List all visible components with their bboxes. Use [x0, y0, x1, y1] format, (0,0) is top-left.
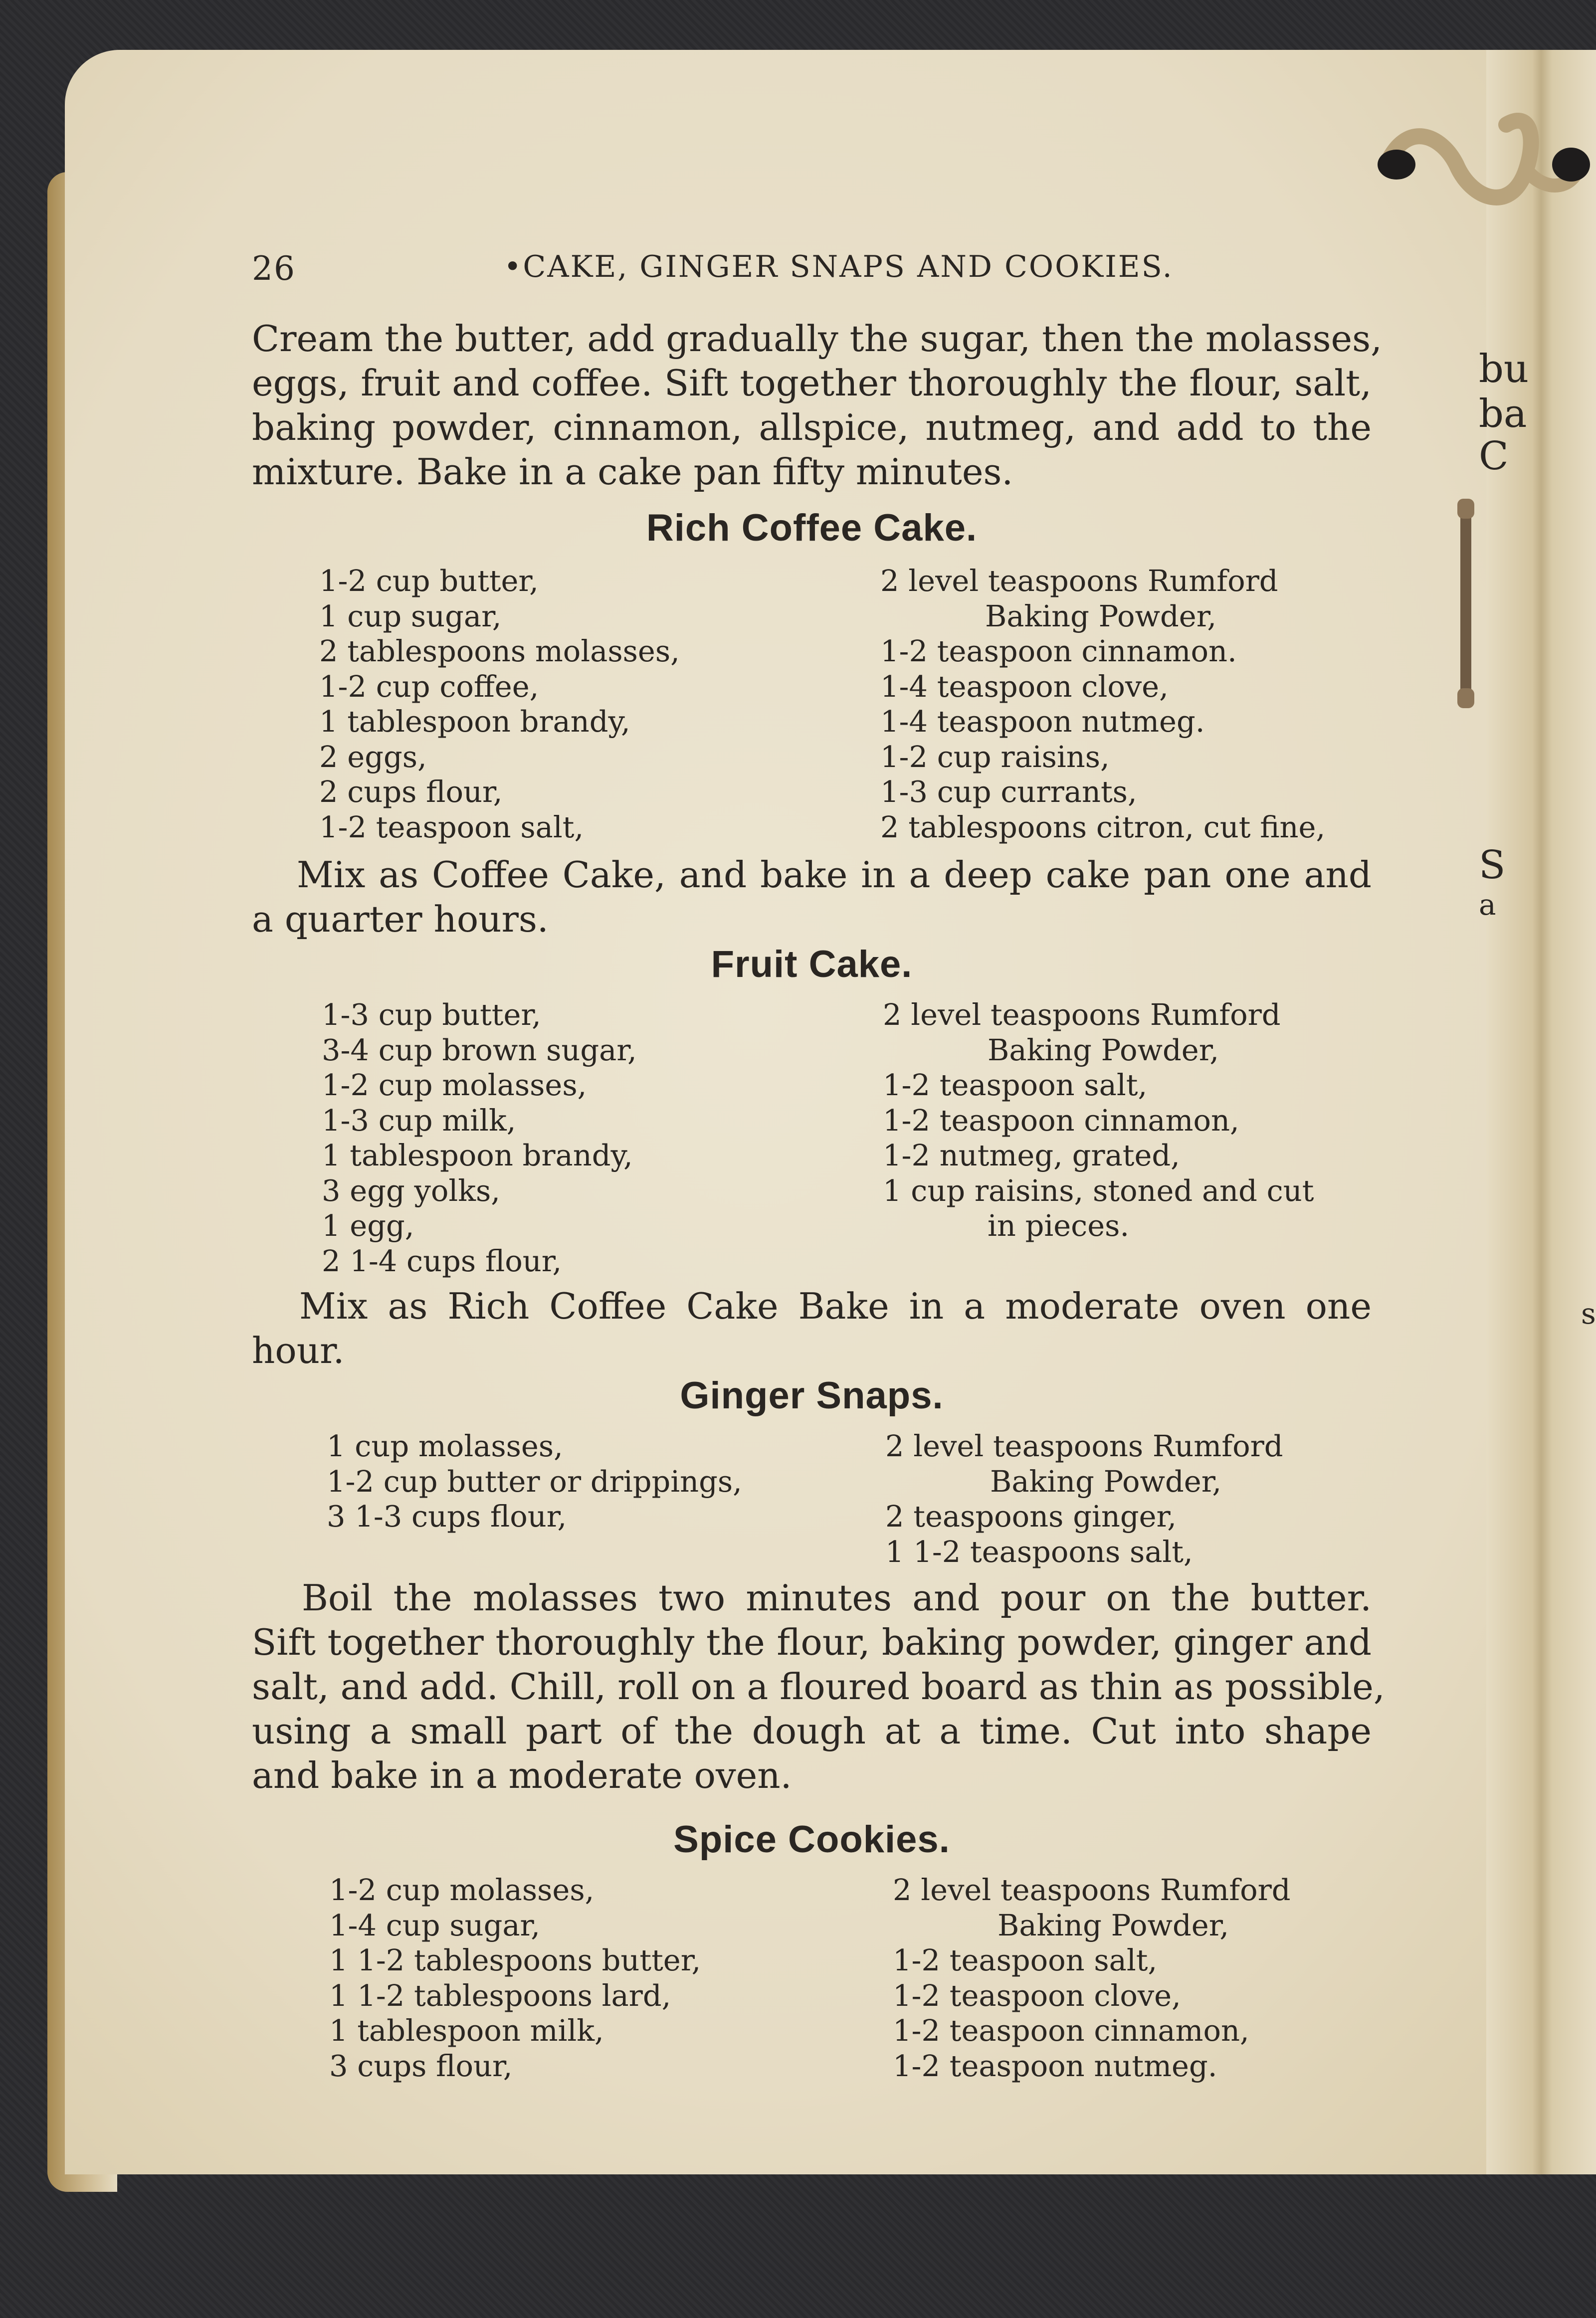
page-number: 26 [252, 249, 296, 288]
text-line: a quarter hours. [252, 898, 549, 940]
ingredient: 1-2 cup molasses, [329, 1873, 595, 1907]
binding-stitch-icon [1446, 499, 1486, 708]
ingredient: 1 1-2 teaspoons salt, [885, 1534, 1193, 1569]
text-line: mixture. Bake in a cake pan fifty minutes. [252, 451, 1013, 493]
text-line: using a small part of the dough at a time. Cut into shape [252, 1710, 1372, 1752]
ingredient: 1-2 nutmeg, grated, [883, 1138, 1180, 1172]
recipe-title: Rich Coffee Cake. [646, 507, 978, 549]
ingredient: 1-4 teaspoon clove, [880, 669, 1169, 704]
ingredient-list-left [329, 1873, 701, 2084]
ingredient: 1 cup raisins, stoned and cut [883, 1173, 1314, 1208]
ingredient-list-right [883, 997, 1314, 1244]
text-line: eggs, fruit and coffee. Sift together thoroughly the flour, salt, [252, 362, 1372, 404]
ingredient: 1 1-2 tablespoons butter, [329, 1943, 701, 1977]
ingredient: 1-2 teaspoon cinnamon, [883, 1103, 1239, 1138]
ingredient: 1-2 cup butter or drippings, [327, 1464, 742, 1499]
ingredient: 1 tablespoon brandy, [322, 1138, 633, 1172]
next-page-fragment: C [1479, 434, 1509, 479]
text-line: baking powder, cinnamon, allspice, nutmeg, and add to the [252, 406, 1372, 448]
text-line: Mix as Coffee Cake, and bake in a deep cake pan one and [297, 854, 1372, 896]
recipe-title: Spice Cookies. [673, 1818, 950, 1861]
ingredient: 2 tablespoons citron, cut fine, [880, 809, 1326, 844]
ingredient: 1-4 teaspoon nutmeg. [880, 704, 1205, 739]
ingredient: 1-2 teaspoon clove, [893, 1978, 1181, 2013]
binding-string-icon [1367, 90, 1596, 229]
ingredient: 2 teaspoons ginger, [885, 1499, 1177, 1534]
text-line: Boil the molasses two minutes and pour on the butter. [302, 1577, 1372, 1619]
recipe-title: Fruit Cake. [711, 943, 913, 985]
ingredient: 2 level teaspoons Rumford [893, 1873, 1291, 1907]
ingredient: 1 tablespoon milk, [329, 2013, 604, 2048]
ingredient: 2 tablespoons molasses, [319, 634, 680, 668]
ingredient: 1-3 cup butter, [322, 997, 541, 1032]
text-line: Cream the butter, add gradually the sugar, then the molasses, [252, 318, 1382, 360]
ingredient: 3-4 cup brown sugar, [322, 1032, 637, 1067]
ingredient: 2 1-4 cups flour, [322, 1243, 562, 1278]
ingredient: 2 cups flour, [319, 774, 503, 809]
running-head: •CAKE, GINGER SNAPS AND COOKIES. [504, 249, 1174, 284]
ingredient: in pieces. [988, 1208, 1130, 1243]
ingredient: 1-2 teaspoon cinnamon, [893, 2013, 1249, 2048]
ingredient: 2 eggs, [319, 739, 427, 774]
text-line: Mix as Rich Coffee Cake Bake in a moderate oven one [299, 1285, 1372, 1327]
ingredient: 1 cup molasses, [327, 1429, 563, 1463]
text-line: Sift together thoroughly the flour, baking powder, ginger and [252, 1621, 1372, 1663]
ingredient: Baking Powder, [998, 1908, 1229, 1942]
next-page-fragment: s [1581, 1297, 1596, 1331]
next-page-fragment: bu [1479, 347, 1529, 391]
ingredient-list-right [885, 1429, 1283, 1569]
recipe-directions [252, 1576, 1385, 1798]
ingredient: 2 level teaspoons Rumford [883, 997, 1281, 1032]
ingredient-list-left [322, 997, 637, 1279]
recipe-title: Ginger Snaps. [680, 1374, 944, 1417]
ingredient: 1-2 teaspoon salt, [319, 809, 584, 844]
ingredient: 1-3 cup milk, [322, 1103, 516, 1138]
ingredient: 3 egg yolks, [322, 1173, 501, 1208]
ingredient: Baking Powder, [988, 1032, 1219, 1067]
ingredient: 1-2 cup molasses, [322, 1068, 587, 1102]
next-page-fragment: ba [1479, 391, 1527, 436]
ingredient: 1-2 cup butter, [319, 564, 539, 598]
ingredient-list-right [880, 564, 1325, 845]
ingredient: 1-2 cup coffee, [319, 669, 539, 704]
ingredient: 1 cup sugar, [319, 598, 502, 633]
ingredient: 1-3 cup currants, [880, 774, 1137, 809]
ingredient: 1-4 cup sugar, [329, 1908, 541, 1942]
recipe-directions [252, 1284, 1372, 1373]
ingredient: Baking Powder, [990, 1464, 1222, 1499]
ingredient: Baking Powder, [985, 598, 1217, 633]
ingredient: 1-2 cup raisins, [880, 739, 1110, 774]
ingredient: 1-2 teaspoon salt, [893, 1943, 1158, 1977]
intro-paragraph [252, 317, 1382, 494]
ingredient: 2 level teaspoons Rumford [885, 1429, 1283, 1463]
ingredient: 1 egg, [322, 1208, 414, 1243]
ingredient: 2 level teaspoons Rumford [880, 564, 1278, 598]
ingredient-list-left [327, 1429, 742, 1535]
next-page-fragment: S [1479, 843, 1506, 888]
recipe-directions [252, 853, 1372, 942]
text-line: salt, and add. Chill, roll on a floured board as thin as possible, [252, 1666, 1385, 1708]
ingredient-list-left [319, 564, 680, 845]
ingredient: 1-2 teaspoon salt, [883, 1068, 1148, 1102]
ingredient: 1-2 teaspoon nutmeg. [893, 2048, 1217, 2083]
ingredient: 3 cups flour, [329, 2048, 513, 2083]
text-line: hour. [252, 1330, 345, 1371]
ingredient-list-right [893, 1873, 1291, 2084]
ingredient: 3 1-3 cups flour, [327, 1499, 567, 1534]
text-line: and bake in a moderate oven. [252, 1754, 792, 1796]
ingredient: 1 1-2 tablespoons lard, [329, 1978, 671, 2013]
next-page-fragment: a [1479, 888, 1496, 922]
ingredient: 1 tablespoon brandy, [319, 704, 630, 739]
ingredient: 1-2 teaspoon cinnamon. [880, 634, 1237, 668]
